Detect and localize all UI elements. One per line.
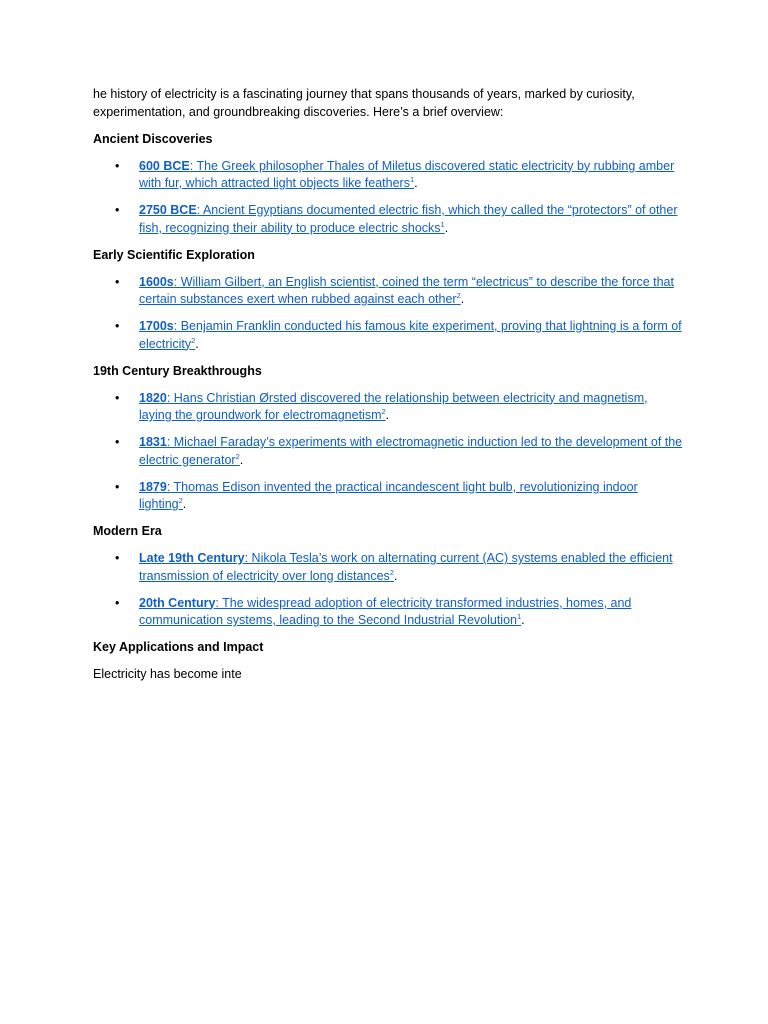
sentence-end: .	[393, 568, 398, 583]
bullet-icon: •	[115, 390, 120, 405]
sentence-end: .	[182, 497, 187, 511]
list-item	[93, 202, 683, 237]
timeline-link[interactable]	[139, 319, 682, 351]
link-text: : William Gilbert, an English scientist, coined the term “electricus” to describe the force that certain substances exert when rubbed against each other	[139, 274, 674, 306]
timeline-link[interactable]	[139, 435, 682, 467]
sentence-end: .	[239, 452, 244, 467]
intro-paragraph: he history of electricity is a fascinating journey that spans thousands of years, marked by curiosity, experimentation, and groundbreaking discoveries. Here’s a brief overview:	[93, 87, 635, 119]
link-year: 1831	[139, 435, 167, 449]
link-year: Late 19th Century	[139, 551, 245, 565]
document-page	[93, 86, 683, 693]
citation-ref[interactable]: 2	[178, 495, 183, 505]
sentence-end: .	[460, 292, 465, 306]
bullet-icon: •	[115, 274, 120, 289]
link-year: 1879	[139, 479, 167, 494]
list-item	[93, 274, 683, 309]
link-year: 600 BCE	[139, 158, 190, 173]
citation-ref[interactable]: 1	[440, 219, 445, 229]
link-text: : The Greek philosopher Thales of Miletus discovered static electricity by rubbing amber with fur, which attracted light objects like feathers	[139, 158, 675, 190]
section-heading: 19th Century Breakthroughs	[93, 363, 262, 378]
link-text: : Hans Christian Ørsted discovered the relationship between electricity and magnetism, laying the groundwork for electromagnetism	[139, 390, 648, 422]
list-item	[93, 479, 683, 514]
timeline-link[interactable]	[139, 275, 674, 307]
section-heading: Early Scientific Exploration	[93, 247, 255, 262]
bullet-icon: •	[115, 479, 120, 494]
link-text: : Thomas Edison invented the practical incandescent light bulb, revolutionizing indoor lighting	[139, 479, 638, 511]
bullet-icon: •	[115, 595, 120, 610]
bullet-list	[93, 274, 683, 354]
link-text: : Michael Faraday’s experiments with electromagnetic induction led to the development of the electric generator	[139, 435, 683, 467]
timeline-link[interactable]	[139, 596, 631, 628]
citation-ref[interactable]: 2	[235, 451, 240, 461]
sentence-end: .	[521, 613, 525, 627]
timeline-link[interactable]	[139, 551, 673, 583]
final-heading: Key Applications and Impact	[93, 640, 264, 654]
bullet-list	[93, 158, 683, 238]
bullet-icon: •	[115, 435, 120, 449]
link-year: 1700s	[139, 319, 174, 333]
citation-ref[interactable]: 2	[389, 567, 394, 577]
citation-ref[interactable]: 1	[516, 611, 522, 621]
citation-ref[interactable]: 1	[409, 174, 415, 184]
link-text: : The widespread adoption of electricity transformed industries, homes, and communication systems, leading to the Second Industrial Revolution	[139, 595, 632, 627]
bullet-icon: •	[115, 551, 120, 565]
timeline-link[interactable]	[139, 391, 648, 423]
bullet-icon: •	[115, 203, 120, 217]
timeline-link[interactable]	[139, 159, 674, 191]
final-paragraph: Electricity has become inte	[93, 667, 242, 681]
section-heading: Modern Era	[93, 524, 162, 538]
link-year: 1820	[139, 390, 167, 405]
citation-ref[interactable]: 2	[456, 290, 461, 300]
sentence-end: .	[444, 220, 449, 235]
link-year: 20th Century	[139, 595, 216, 610]
link-text: : Ancient Egyptians documented electric fish, which they called the “protectors” of other fish, recognizing their ability to produce electric shocks	[139, 203, 678, 235]
bullet-list	[93, 550, 683, 630]
sentence-end: .	[414, 176, 418, 190]
sentence-end: .	[195, 336, 199, 351]
bullet-icon: •	[115, 319, 120, 333]
list-item	[93, 595, 683, 630]
link-text: : Nikola Tesla’s work on alternating current (AC) systems enabled the efficient transmission of electricity over long distances	[139, 551, 673, 583]
bullet-list	[93, 390, 683, 514]
link-year: 1600s	[139, 274, 174, 289]
list-item	[93, 550, 683, 585]
list-item	[93, 318, 683, 353]
link-year: 2750 BCE	[139, 203, 197, 217]
citation-ref[interactable]: 2	[191, 335, 196, 345]
list-item	[93, 158, 683, 193]
sentence-end: .	[385, 408, 390, 422]
bullet-icon: •	[115, 158, 120, 173]
timeline-link[interactable]	[139, 203, 678, 235]
list-item	[93, 390, 683, 425]
link-text: : Benjamin Franklin conducted his famous kite experiment, proving that lightning is a form of electricity	[139, 319, 682, 351]
list-item	[93, 434, 683, 469]
timeline-link[interactable]	[139, 480, 638, 512]
section-heading: Ancient Discoveries	[93, 131, 213, 146]
citation-ref[interactable]: 2	[381, 406, 386, 416]
